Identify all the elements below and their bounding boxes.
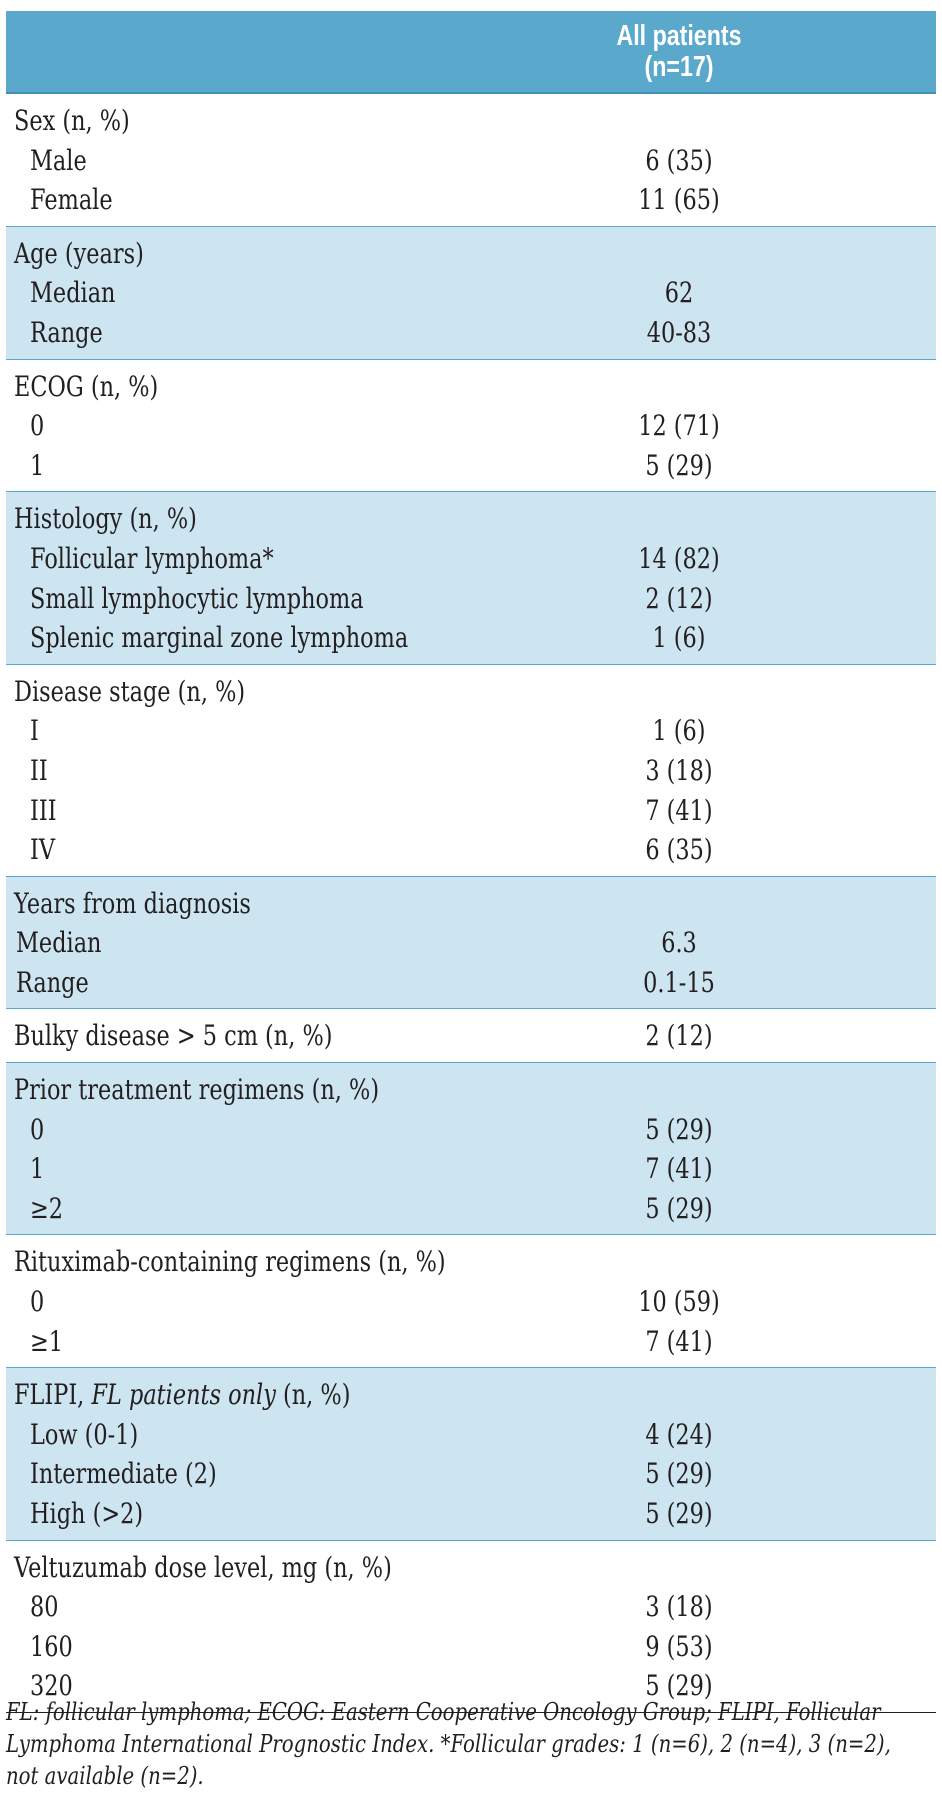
section-disease-stage (6, 665, 936, 877)
section-prior-treatment (6, 1063, 936, 1235)
section-title: Histology (n, %) (14, 502, 197, 536)
row-value: 6 (35) (645, 143, 713, 177)
row-label: IV (30, 833, 56, 867)
table-row (6, 539, 936, 579)
row-value: 7 (41) (645, 793, 713, 827)
row-label: Female (30, 183, 113, 217)
section-dose-level (6, 1541, 936, 1713)
table-row (6, 711, 936, 751)
section-years-from-diagnosis (6, 877, 936, 1010)
row-label: Intermediate (2) (30, 1457, 217, 1491)
row-value: 5 (29) (645, 1191, 713, 1225)
table-row (6, 579, 936, 619)
row-value: 2 (12) (645, 581, 713, 615)
patient-characteristics-table (6, 11, 936, 1713)
row-label: 0 (30, 1112, 45, 1146)
row-label: 1 (30, 448, 45, 482)
table-row (6, 963, 936, 1003)
table-row (6, 1454, 936, 1494)
table-row (6, 618, 936, 658)
row-label: Small lymphocytic lymphoma (30, 581, 364, 615)
section-bulky-disease (6, 1009, 936, 1063)
row-value: 14 (82) (638, 541, 720, 575)
table-row (6, 180, 936, 220)
row-value: 3 (18) (645, 1590, 713, 1624)
row-value: 6.3 (661, 926, 697, 960)
table-row (6, 1415, 936, 1455)
table-row (6, 751, 936, 791)
row-value: 1 (6) (652, 714, 706, 748)
row-value: 5 (29) (645, 1497, 713, 1530)
row-label: 320 (30, 1669, 73, 1703)
row-value: 11 (65) (638, 183, 720, 217)
table-row (6, 1282, 936, 1322)
table-row (6, 1189, 936, 1229)
column-header-all-patients (575, 21, 783, 83)
row-value: 7 (41) (645, 1324, 713, 1358)
row-label: Splenic marginal zone lymphoma (30, 621, 409, 655)
section-age (6, 227, 936, 360)
row-label: 80 (30, 1590, 59, 1624)
table-row (6, 1587, 936, 1627)
section-title: Prior treatment regimens (n, %) (14, 1073, 380, 1107)
row-value: 2 (12) (645, 1019, 713, 1053)
row-label: II (30, 753, 48, 787)
row-value: 62 (664, 276, 694, 310)
table-row (6, 791, 936, 831)
section-histology (6, 492, 936, 664)
row-value: 5 (29) (645, 448, 713, 482)
table-row (6, 1149, 936, 1189)
section-sex (6, 94, 936, 227)
row-label: Median (16, 926, 102, 960)
footnote-line: not available (n=2). (6, 1762, 204, 1790)
row-label: High (>2) (30, 1497, 144, 1530)
table-header (6, 11, 936, 94)
table-row (6, 1110, 936, 1150)
header-line-2: (n=17) (644, 51, 714, 83)
row-label: Low (0-1) (30, 1417, 139, 1451)
row-label: Range (30, 315, 103, 349)
row-label: I (30, 714, 39, 748)
table-row (6, 141, 936, 181)
flipi-title-tail: (n, %) (283, 1378, 351, 1412)
row-value: 0.1-15 (643, 965, 715, 999)
row-label: 0 (30, 1285, 45, 1319)
section-ecog (6, 360, 936, 493)
row-value: 10 (59) (638, 1285, 720, 1319)
row-label: Male (30, 143, 87, 177)
table-row (6, 1627, 936, 1667)
row-label: Range (16, 965, 89, 999)
table-row (6, 830, 936, 870)
flipi-title-italic: FL patients only (91, 1378, 276, 1412)
footnote-line: FL: follicular lymphoma; ECOG: Eastern Cooperative Oncology Group; FLIPI, Follicular (6, 1698, 881, 1726)
table-row (6, 273, 936, 313)
section-title: Bulky disease > 5 cm (n, %) (14, 1019, 333, 1053)
section-title: Years from diagnosis (14, 886, 251, 920)
row-value: 9 (53) (645, 1629, 713, 1663)
table-row (6, 1494, 936, 1534)
row-label: Median (30, 276, 116, 310)
table-footnote (6, 1696, 936, 1792)
footnote-line: Lymphoma International Prognostic Index. *Follicular grades: 1 (n=6), 2 (n=4), 3 (n=2), (6, 1730, 891, 1758)
row-label: ≥1 (30, 1324, 64, 1358)
table-row (6, 923, 936, 963)
row-label: Follicular lymphoma* (30, 541, 274, 575)
row-label: 160 (30, 1629, 73, 1663)
row-label: ≥2 (30, 1191, 64, 1225)
row-value: 3 (18) (645, 753, 713, 787)
section-title: Rituximab-containing regimens (n, %) (14, 1245, 446, 1279)
row-label: III (30, 793, 57, 827)
row-value: 5 (29) (645, 1457, 713, 1491)
row-value: 40-83 (646, 315, 712, 349)
row-value: 4 (24) (645, 1417, 713, 1451)
section-flipi (6, 1368, 936, 1540)
section-title: Disease stage (n, %) (14, 674, 246, 708)
section-title: Sex (n, %) (14, 104, 130, 137)
table-row (6, 1016, 936, 1056)
section-title (14, 1375, 350, 1414)
row-value: 12 (71) (638, 409, 720, 443)
section-title: Veltuzumab dose level, mg (n, %) (14, 1550, 392, 1584)
row-label: 1 (30, 1152, 45, 1186)
section-title: ECOG (n, %) (14, 369, 159, 403)
row-value: 7 (41) (645, 1152, 713, 1186)
header-line-1: All patients (616, 20, 742, 52)
table-row (6, 446, 936, 486)
section-rituximab (6, 1235, 936, 1368)
row-value: 1 (6) (652, 621, 706, 655)
table-row (6, 313, 936, 353)
row-value: 5 (29) (645, 1112, 713, 1146)
section-title: Age (years) (14, 236, 144, 270)
table-row (6, 406, 936, 446)
row-value: 6 (35) (645, 833, 713, 867)
table-row (6, 1322, 936, 1362)
row-value: 5 (29) (645, 1669, 713, 1703)
row-label: 0 (30, 409, 45, 443)
flipi-title-plain: FLIPI, (14, 1378, 85, 1412)
